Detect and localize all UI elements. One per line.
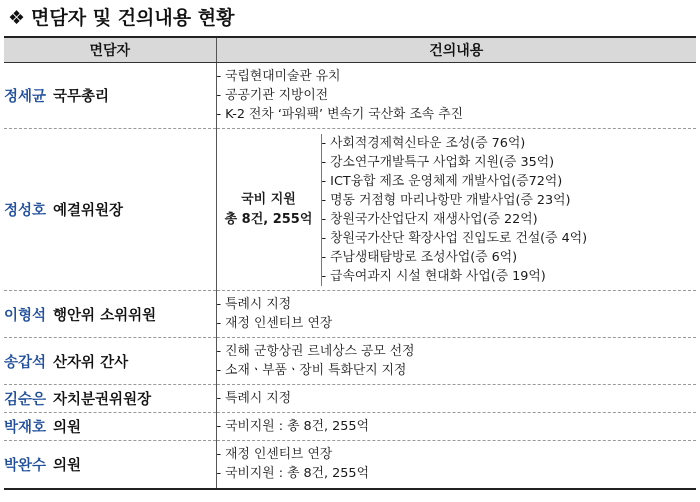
interviewee-position: 행안위 소위위원 — [53, 307, 157, 324]
budget-item-list — [321, 134, 696, 286]
interviewee-position: 자치분권위원장 — [53, 392, 152, 408]
content-cell — [216, 385, 696, 413]
list-item: - 특례시 지정 — [216, 297, 292, 312]
list-item: - 국립현대미술관 유치 — [216, 69, 341, 84]
budget-summary — [217, 134, 322, 286]
table-row — [4, 129, 696, 291]
interviewee-position: 산자위 간사 — [53, 354, 129, 371]
interviewee-name: 송갑석 — [4, 354, 47, 371]
interviewee-name: 정성호 — [4, 203, 47, 219]
budget-summary-total: 총 8건, 255억 — [224, 211, 313, 227]
interviewee-cell — [4, 338, 216, 385]
header-content: 건의내용 — [216, 37, 696, 63]
content-cell — [216, 63, 696, 129]
list-item: - 창원국가산업단지 재생사업(증 22억) — [321, 211, 538, 227]
interview-table — [4, 36, 696, 490]
table-row — [4, 338, 696, 385]
list-item: - 국비지원 : 총 8건, 255억 — [216, 466, 369, 482]
budget-subtable — [217, 134, 697, 286]
list-item: - 국비지원 : 총 8건, 255억 — [216, 419, 369, 434]
content-cell — [216, 291, 696, 338]
interviewee-position: 의원 — [53, 420, 82, 436]
table-header-row — [4, 37, 696, 63]
list-item: - 재정 인센티브 연장 — [216, 447, 333, 463]
list-item: - 진해 군항상권 르네상스 공모 선정 — [216, 344, 415, 359]
interviewee-cell — [4, 291, 216, 338]
interviewee-cell — [4, 385, 216, 413]
list-item: - ICT융합 제조 운영체제 개발사업(증72억) — [321, 173, 563, 189]
interviewee-name: 정세균 — [4, 89, 47, 105]
table-row — [4, 291, 696, 338]
header-interviewee: 면담자 — [4, 37, 216, 63]
interviewee-name: 이형석 — [4, 307, 47, 324]
table-row — [4, 413, 696, 441]
content-cell — [216, 338, 696, 385]
interviewee-cell — [4, 441, 216, 489]
list-item: - 창원국가산단 확장사업 진입도로 건설(증 4억) — [321, 230, 588, 246]
list-item: - 사회적경제혁신타운 조성(증 76억) — [321, 135, 526, 151]
table-row — [4, 441, 696, 489]
interviewee-name: 박재호 — [4, 420, 47, 436]
list-item: - 특례시 지정 — [216, 391, 292, 406]
interviewee-name: 박완수 — [4, 457, 47, 474]
list-item: - K-2 전차 ‘파워팩’ 변속기 국산화 조속 추진 — [216, 107, 463, 122]
content-cell — [216, 129, 696, 291]
list-item: - 공공기관 지방이전 — [216, 88, 329, 103]
diamond-bullet-icon: ❖ — [8, 7, 26, 29]
page-title — [8, 4, 234, 32]
interviewee-name: 김순은 — [4, 392, 47, 408]
page-title-text: 면담자 및 건의내용 현황 — [31, 7, 235, 29]
budget-summary-label: 국비 지원 — [241, 191, 296, 207]
list-item: - 재정 인센티브 연장 — [216, 316, 333, 331]
list-item: - 강소연구개발특구 사업화 지원(증 35억) — [321, 154, 555, 170]
content-cell — [216, 413, 696, 441]
list-item: - 소재ㆍ부품ㆍ장비 특화단지 지정 — [216, 363, 407, 378]
interviewee-position: 국무총리 — [53, 89, 110, 105]
interviewee-position: 예결위원장 — [53, 203, 124, 219]
interviewee-cell — [4, 413, 216, 441]
content-cell — [216, 441, 696, 489]
table-row — [4, 385, 696, 413]
list-item: - 주남생태탐방로 조성사업(증 6억) — [321, 249, 518, 265]
interviewee-cell — [4, 63, 216, 129]
table-row — [4, 63, 696, 129]
list-item: - 명동 거점형 마리나항만 개발사업(증 23억) — [321, 192, 571, 208]
interviewee-position: 의원 — [53, 457, 82, 474]
list-item: - 급속여과지 시설 현대화 사업(증 19억) — [321, 268, 546, 284]
interviewee-cell — [4, 129, 216, 291]
